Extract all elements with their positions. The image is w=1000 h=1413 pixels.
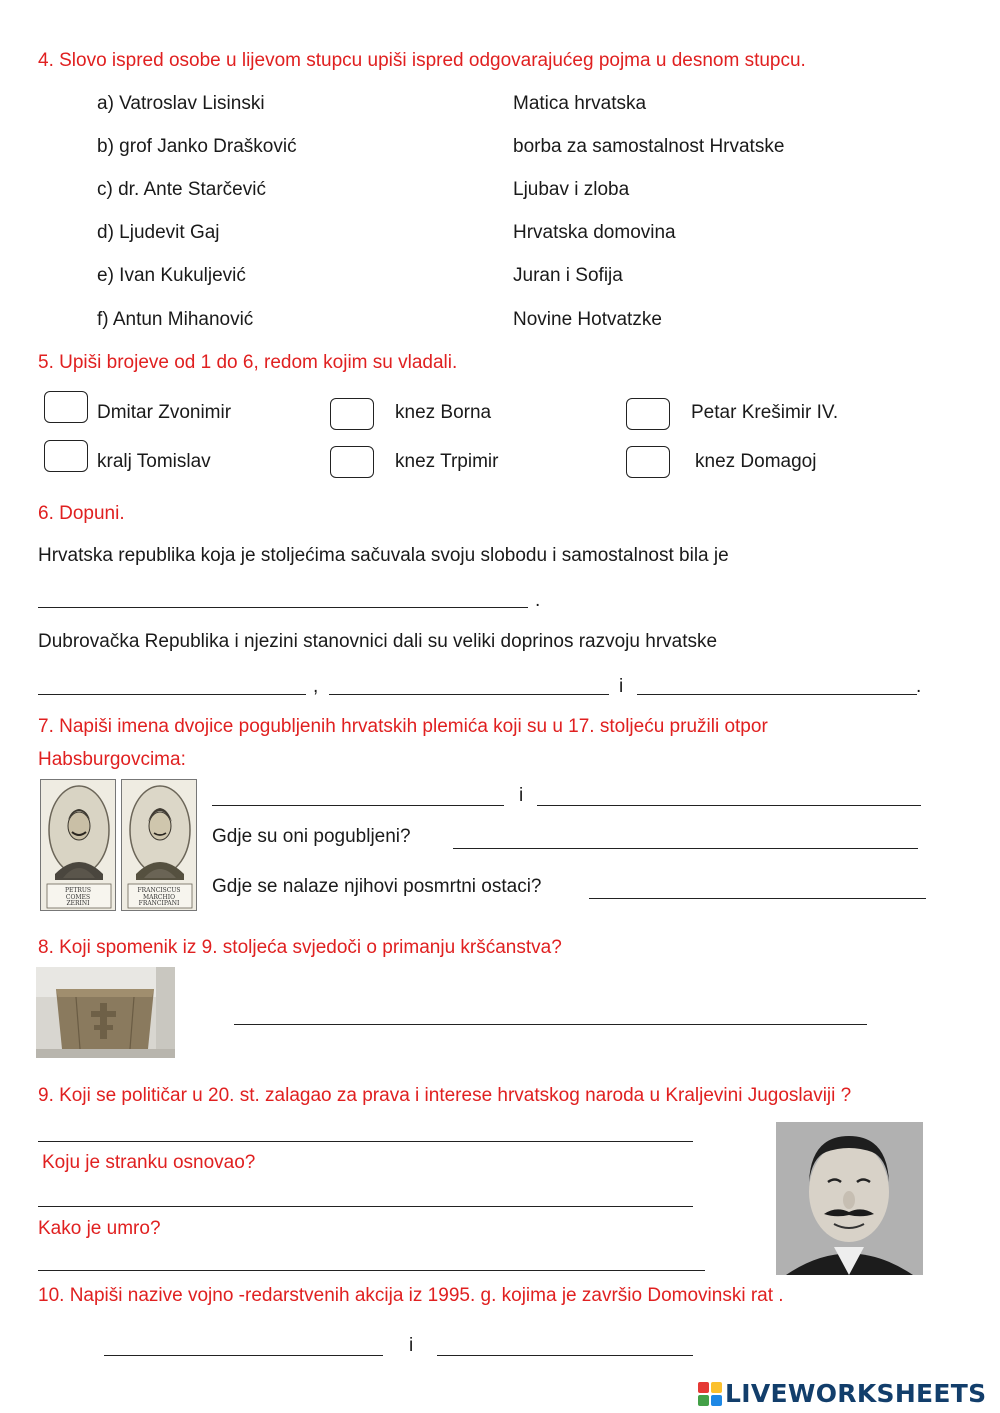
q7-answer-line-name-1[interactable] (212, 805, 504, 806)
q7-answer-line-name-2[interactable] (537, 805, 921, 806)
portrait-caption: FRANCIPANI (138, 900, 180, 907)
q4-left-item: f) Antun Mihanović (97, 309, 254, 330)
q4-left-item: a) Vatroslav Lisinski (97, 93, 265, 114)
q9-answer-line-death[interactable] (38, 1270, 705, 1271)
q4-right-item: Juran i Sofija (513, 265, 623, 286)
q10-title: 10. Napiši nazive vojno -redarstvenih akcija iz 1995. g. kojima je završio Domovinski rat . (38, 1285, 784, 1306)
liveworksheets-logo-icon (698, 1382, 722, 1406)
q10-answer-line-2[interactable] (437, 1355, 693, 1356)
q4-right-item: Novine Hotvatzke (513, 309, 662, 330)
q7-answer-line-remains[interactable] (589, 898, 926, 899)
portrait-frankopan (121, 779, 197, 911)
q7-and: i (519, 785, 524, 806)
q6-sentence-1: Hrvatska republika koja je stoljećima sačuvala svoju slobodu i samostalnost bila je (38, 545, 729, 566)
answer-box-domagoj[interactable] (626, 446, 670, 478)
politician-photo-drawing (776, 1122, 923, 1275)
q4-right-item: borba za samostalnost Hrvatske (513, 136, 785, 157)
ruler-label: Petar Krešimir IV. (691, 402, 839, 423)
liveworksheets-logo-text: LIVEWORKSHEETS (725, 1379, 987, 1408)
q4-right-item: Ljubav i zloba (513, 179, 630, 200)
q4-left-item: e) Ivan Kukuljević (97, 265, 246, 286)
q4-right-item: Matica hrvatska (513, 93, 647, 114)
q6-answer-line-2c[interactable] (637, 694, 917, 695)
portrait-zrinski (40, 779, 116, 911)
q9-party-question: Koju je stranku osnovao? (42, 1152, 256, 1173)
q4-title: 4. Slovo ispred osobe u lijevom stupcu upiši ispred odgovarajućeg pojma u desnom stupcu. (38, 50, 806, 71)
portrait-caption: COMES (65, 894, 91, 901)
q6-and: i (619, 676, 624, 697)
q6-comma: , (313, 676, 319, 697)
q6-title: 6. Dopuni. (38, 503, 125, 524)
ruler-label: kralj Tomislav (97, 451, 211, 472)
q6-period-2: . (916, 676, 922, 697)
portrait-caption: ZERINI (66, 900, 90, 907)
q4-left-item: b) grof Janko Drašković (97, 136, 297, 157)
q6-answer-line-1[interactable] (38, 607, 528, 608)
q8-answer-line[interactable] (234, 1024, 867, 1025)
q7-where-question: Gdje su oni pogubljeni? (212, 826, 411, 847)
answer-box-kresimir[interactable] (626, 398, 670, 430)
q6-answer-line-2b[interactable] (329, 694, 609, 695)
portrait-caption: FRANCISCUS (137, 887, 181, 894)
q5-title: 5. Upiši brojeve od 1 do 6, redom kojim su vladali. (38, 352, 458, 373)
q10-answer-line-1[interactable] (104, 1355, 383, 1356)
q9-answer-line-party[interactable] (38, 1206, 693, 1207)
q4-right-item: Hrvatska domovina (513, 222, 676, 243)
ruler-label: Dmitar Zvonimir (97, 402, 232, 423)
ruler-label: knez Borna (395, 402, 492, 423)
baptismal-font-photo (36, 967, 175, 1058)
answer-box-zvonimir[interactable] (44, 391, 88, 423)
q6-period: . (535, 590, 541, 611)
portrait-caption: PETRUS (64, 887, 92, 894)
q7-title: 7. Napiši imena dvojice pogubljenih hrvatskih plemića koji su u 17. stoljeću pružili otpor (38, 716, 768, 737)
q10-and: i (409, 1335, 414, 1356)
politician-photo (776, 1122, 923, 1275)
q4-left-item: c) dr. Ante Starčević (97, 179, 266, 200)
q7-title-cont: Habsburgovcima: (38, 749, 186, 770)
answer-box-tomislav[interactable] (44, 440, 88, 472)
q9-answer-line-politician[interactable] (38, 1141, 693, 1142)
q9-death-question: Kako je umro? (38, 1218, 161, 1239)
q4-left-item: d) Ljudevit Gaj (97, 222, 220, 243)
ruler-label: knez Trpimir (395, 451, 499, 472)
answer-box-borna[interactable] (330, 398, 374, 430)
q8-title: 8. Koji spomenik iz 9. stoljeća svjedoči o primanju kršćanstva? (38, 937, 562, 958)
baptismal-font-drawing (36, 967, 175, 1058)
q7-remains-question: Gdje se nalaze njihovi posmrtni ostaci? (212, 876, 542, 897)
q7-answer-line-where[interactable] (453, 848, 918, 849)
portrait-caption: MARCHIO (142, 894, 176, 901)
q6-sentence-2: Dubrovačka Republika i njezini stanovnici dali su veliki doprinos razvoju hrvatske (38, 631, 718, 652)
q9-title: 9. Koji se političar u 20. st. zalagao za prava i interese hrvatskog naroda u Kraljevini Jugoslaviji ? (38, 1085, 852, 1106)
answer-box-trpimir[interactable] (330, 446, 374, 478)
q6-answer-line-2a[interactable] (38, 694, 306, 695)
ruler-label: knez Domagoj (695, 451, 817, 472)
